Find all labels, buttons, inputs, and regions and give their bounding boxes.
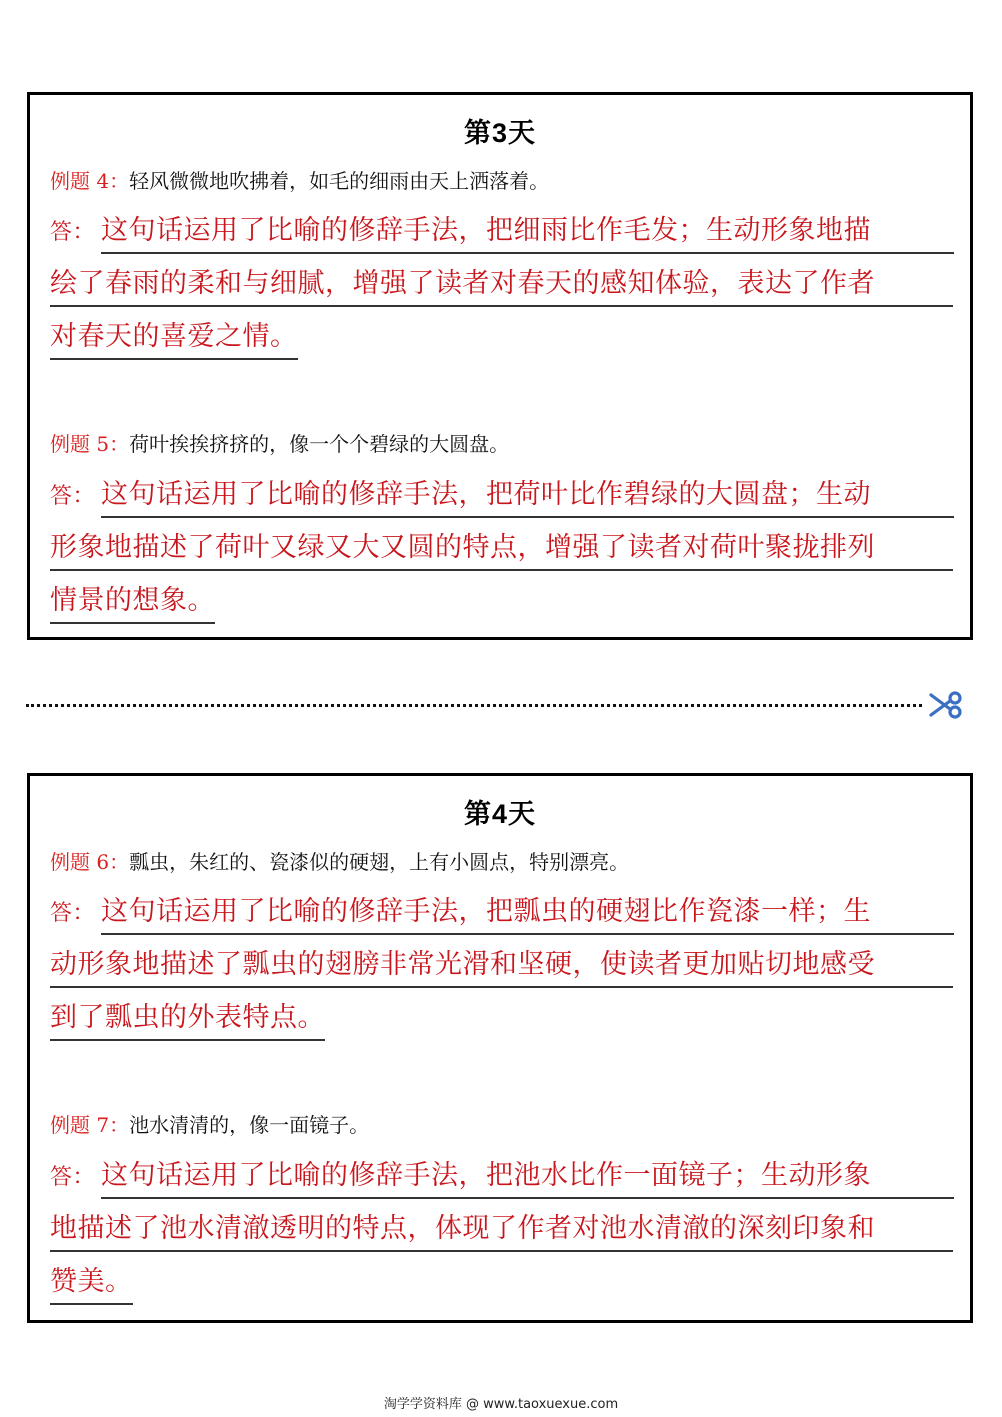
answer-line: 动形象地描述了瓢虫的翅膀非常光滑和坚硬，使读者更加贴切地感受 (50, 946, 953, 988)
example-sentence: 瓢虫，朱红的、瓷漆似的硬翅，上有小圆点，特别漂亮。 (129, 850, 630, 874)
answer-line: 绘了春雨的柔和与细腻，增强了读者对春天的感知体验，表达了作者 (50, 265, 953, 307)
cut-line-divider (26, 704, 922, 707)
answer-line: 赞美。 (50, 1263, 133, 1305)
example-sentence: 池水清清的，像一面镜子。 (129, 1113, 370, 1137)
answer-line: 地描述了池水清澈透明的特点，体现了作者对池水清澈的深刻印象和 (50, 1210, 953, 1252)
example-label: 例题 4： (50, 169, 130, 193)
day-title: 第4天 (463, 799, 537, 829)
footer-watermark: 淘学学资料库 @ www.taoxuexue.com (383, 1397, 619, 1412)
answer-line: 形象地描述了荷叶又绿又大又圆的特点，增强了读者对荷叶聚拢排列 (50, 529, 953, 571)
answer-line: 这句话运用了比喻的修辞手法，把细雨比作毛发；生动形象地描 (101, 212, 954, 254)
answer-line: 这句话运用了比喻的修辞手法，把荷叶比作碧绿的大圆盘；生动 (101, 476, 954, 518)
day-3-card (27, 92, 973, 640)
example-7-question (50, 1112, 369, 1138)
answer-line: 对春天的喜爱之情。 (50, 318, 298, 360)
example-label: 例题 5： (50, 432, 130, 456)
answer-prefix: 答： (50, 220, 96, 245)
example-sentence: 荷叶挨挨挤挤的，像一个个碧绿的大圆盘。 (129, 432, 510, 456)
example-label: 例题 7： (50, 1113, 130, 1137)
example-4-question (50, 168, 549, 194)
day-4-card (27, 773, 973, 1323)
answer-line: 这句话运用了比喻的修辞手法，把池水比作一面镜子；生动形象 (101, 1157, 954, 1199)
example-sentence: 轻风微微地吹拂着，如毛的细雨由天上洒落着。 (129, 169, 550, 193)
answer-prefix: 答： (50, 901, 96, 926)
answer-line: 情景的想象。 (50, 582, 215, 624)
answer-prefix: 答： (50, 1165, 96, 1190)
example-5-question (50, 431, 509, 457)
example-label: 例题 6： (50, 850, 130, 874)
example-6-question (50, 849, 629, 875)
answer-line: 这句话运用了比喻的修辞手法，把瓢虫的硬翅比作瓷漆一样；生 (101, 893, 954, 935)
day-title: 第3天 (463, 118, 537, 148)
scissors-icon (928, 690, 964, 720)
answer-line: 到了瓢虫的外表特点。 (50, 999, 325, 1041)
answer-prefix: 答： (50, 484, 96, 509)
